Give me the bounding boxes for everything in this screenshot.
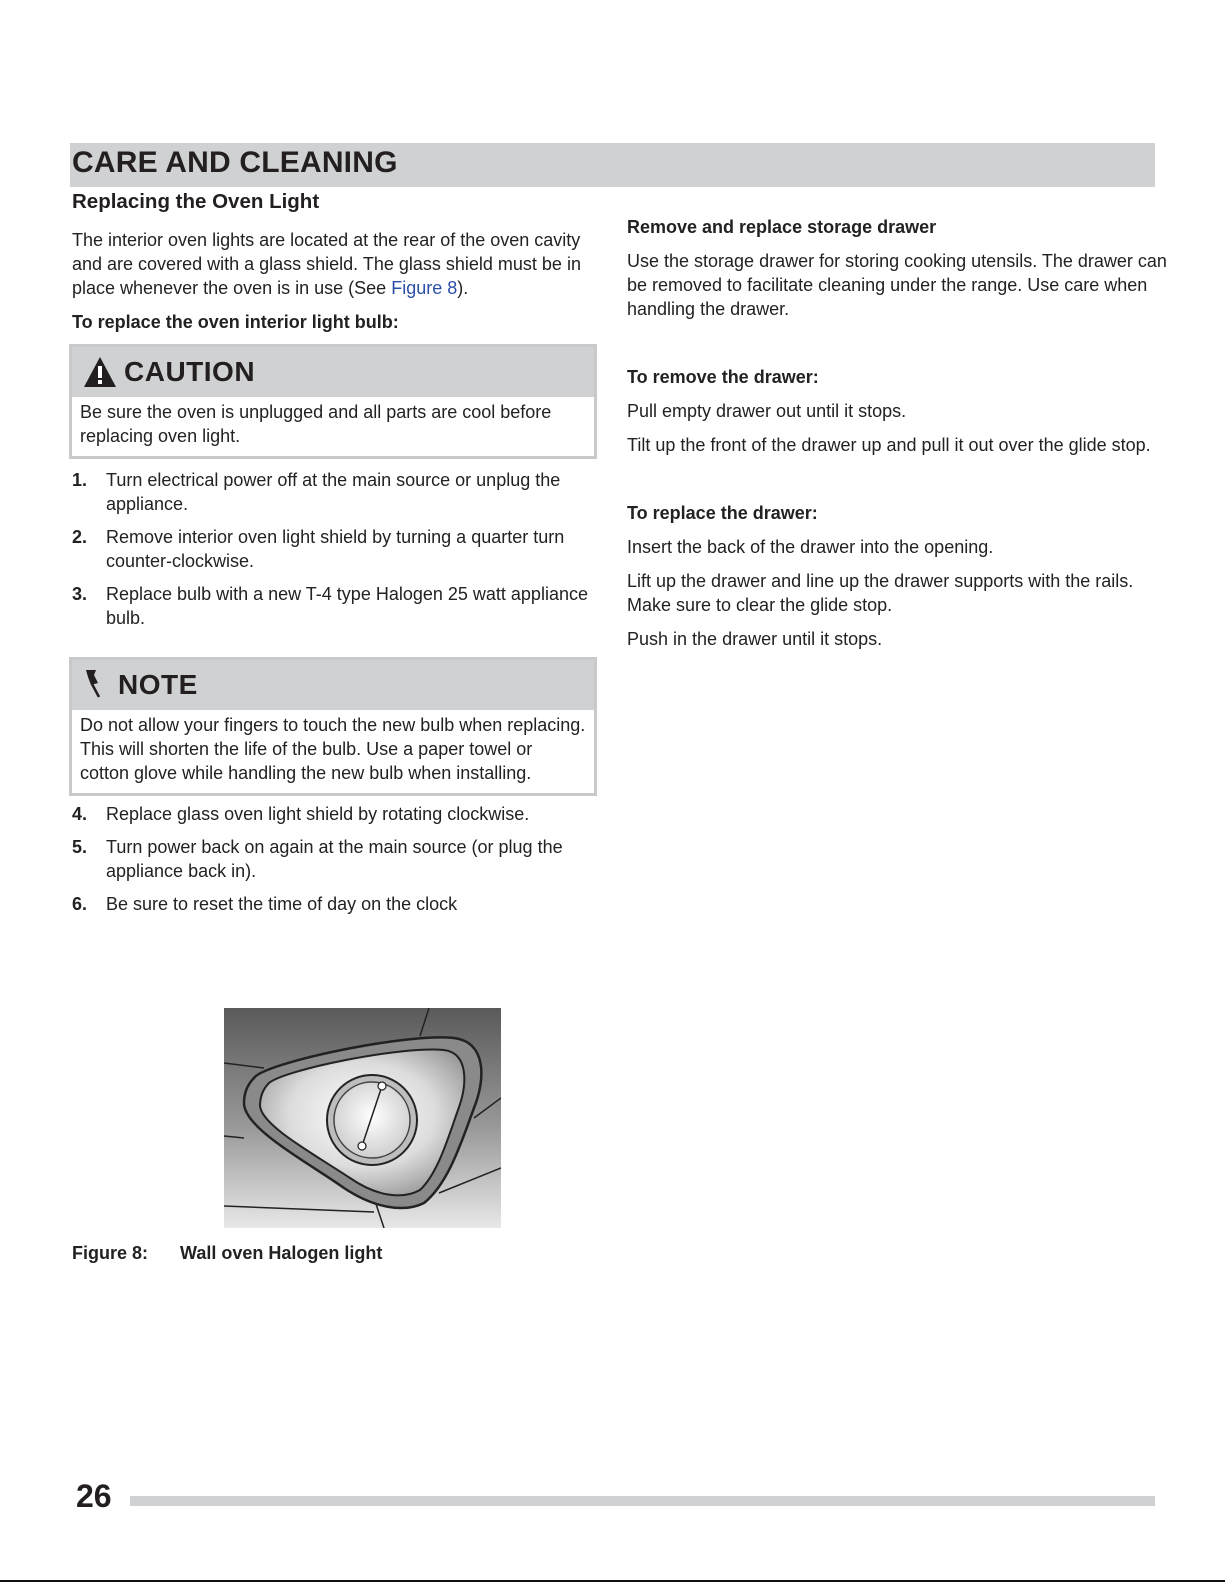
bottom-rule <box>0 1580 1225 1582</box>
drawer-intro: Use the storage drawer for storing cooking utensils. The drawer can be removed to facilitate cleaning under the range. Use care when handling the drawer. <box>627 251 1167 319</box>
step-text: Replace glass oven light shield by rotating clockwise. <box>106 804 530 824</box>
note-header <box>72 660 594 710</box>
step-number: 5. <box>72 837 88 857</box>
drawer-heading: Remove and replace storage drawer <box>627 217 937 237</box>
pushpin-icon <box>82 667 106 701</box>
steps-list-a <box>72 468 604 630</box>
intro-end: ). <box>457 278 469 298</box>
steps-list-b <box>72 802 604 916</box>
caution-header <box>72 347 594 397</box>
step-item <box>72 835 604 883</box>
step-item <box>72 802 604 826</box>
section-header-bar <box>70 143 1155 187</box>
replace-step: Push in the drawer until it stops. <box>627 629 883 649</box>
page-number: 26 <box>76 1478 112 1514</box>
step-text: Remove interior oven light shield by turning a quarter turn counter-clockwise. <box>106 527 565 571</box>
figure-caption <box>72 1243 382 1264</box>
section-title: CARE AND CLEANING <box>72 146 398 179</box>
step-item <box>72 468 604 516</box>
replace-drawer-heading: To replace the drawer: <box>627 503 818 523</box>
caution-box <box>69 344 597 459</box>
caution-body <box>72 397 594 456</box>
step-number: 6. <box>72 894 88 914</box>
note-box <box>69 657 597 796</box>
remove-drawer-heading: To remove the drawer: <box>627 367 819 387</box>
replace-bulb-subheading: To replace the oven interior light bulb: <box>72 312 399 332</box>
oven-light-intro <box>72 228 604 300</box>
remove-step: Pull empty drawer out until it stops. <box>627 401 907 421</box>
caution-text: Be sure the oven is unplugged and all parts are cool before replacing oven light. <box>80 402 552 446</box>
step-number: 1. <box>72 470 88 490</box>
step-item <box>72 892 604 916</box>
step-text: Replace bulb with a new T-4 type Halogen 25 watt appliance bulb. <box>106 584 588 628</box>
step-text: Turn power back on again at the main source (or plug the appliance back in). <box>106 837 563 881</box>
replace-step: Lift up the drawer and line up the drawer supports with the rails. Make sure to clear the glide stop. <box>627 571 1134 615</box>
oven-light-illustration <box>224 1008 501 1228</box>
figure-caption-text: Wall oven Halogen light <box>180 1243 383 1263</box>
note-label: NOTE <box>118 669 198 700</box>
replace-step: Insert the back of the drawer into the opening. <box>627 537 994 557</box>
right-column <box>627 215 1167 651</box>
step-number: 4. <box>72 804 88 824</box>
step-number: 3. <box>72 584 88 604</box>
footer-bar <box>130 1496 1155 1506</box>
figure-label: Figure 8: <box>72 1243 149 1263</box>
note-text: Do not allow your fingers to touch the new bulb when replacing. This will shorten the life of the bulb. Use a paper towel or cotton glove while handling the new bulb when installing. <box>80 715 586 783</box>
left-column <box>72 190 604 916</box>
intro-text: The interior oven lights are located at the rear of the oven cavity and are covered with a glass shield. The glass shield must be in place whenever the oven is in use (See <box>72 230 581 298</box>
oven-light-heading: Replacing the Oven Light <box>72 190 320 213</box>
remove-step: Tilt up the front of the drawer up and pull it out over the glide stop. <box>627 435 1151 455</box>
note-body <box>72 710 594 793</box>
step-item <box>72 525 604 573</box>
step-text: Turn electrical power off at the main source or unplug the appliance. <box>106 470 561 514</box>
step-item <box>72 582 604 630</box>
step-number: 2. <box>72 527 88 547</box>
warning-triangle-icon <box>82 355 118 389</box>
caution-label: CAUTION <box>124 356 256 387</box>
figure-8-link[interactable]: Figure 8 <box>391 278 458 298</box>
step-text: Be sure to reset the time of day on the clock <box>106 894 458 914</box>
